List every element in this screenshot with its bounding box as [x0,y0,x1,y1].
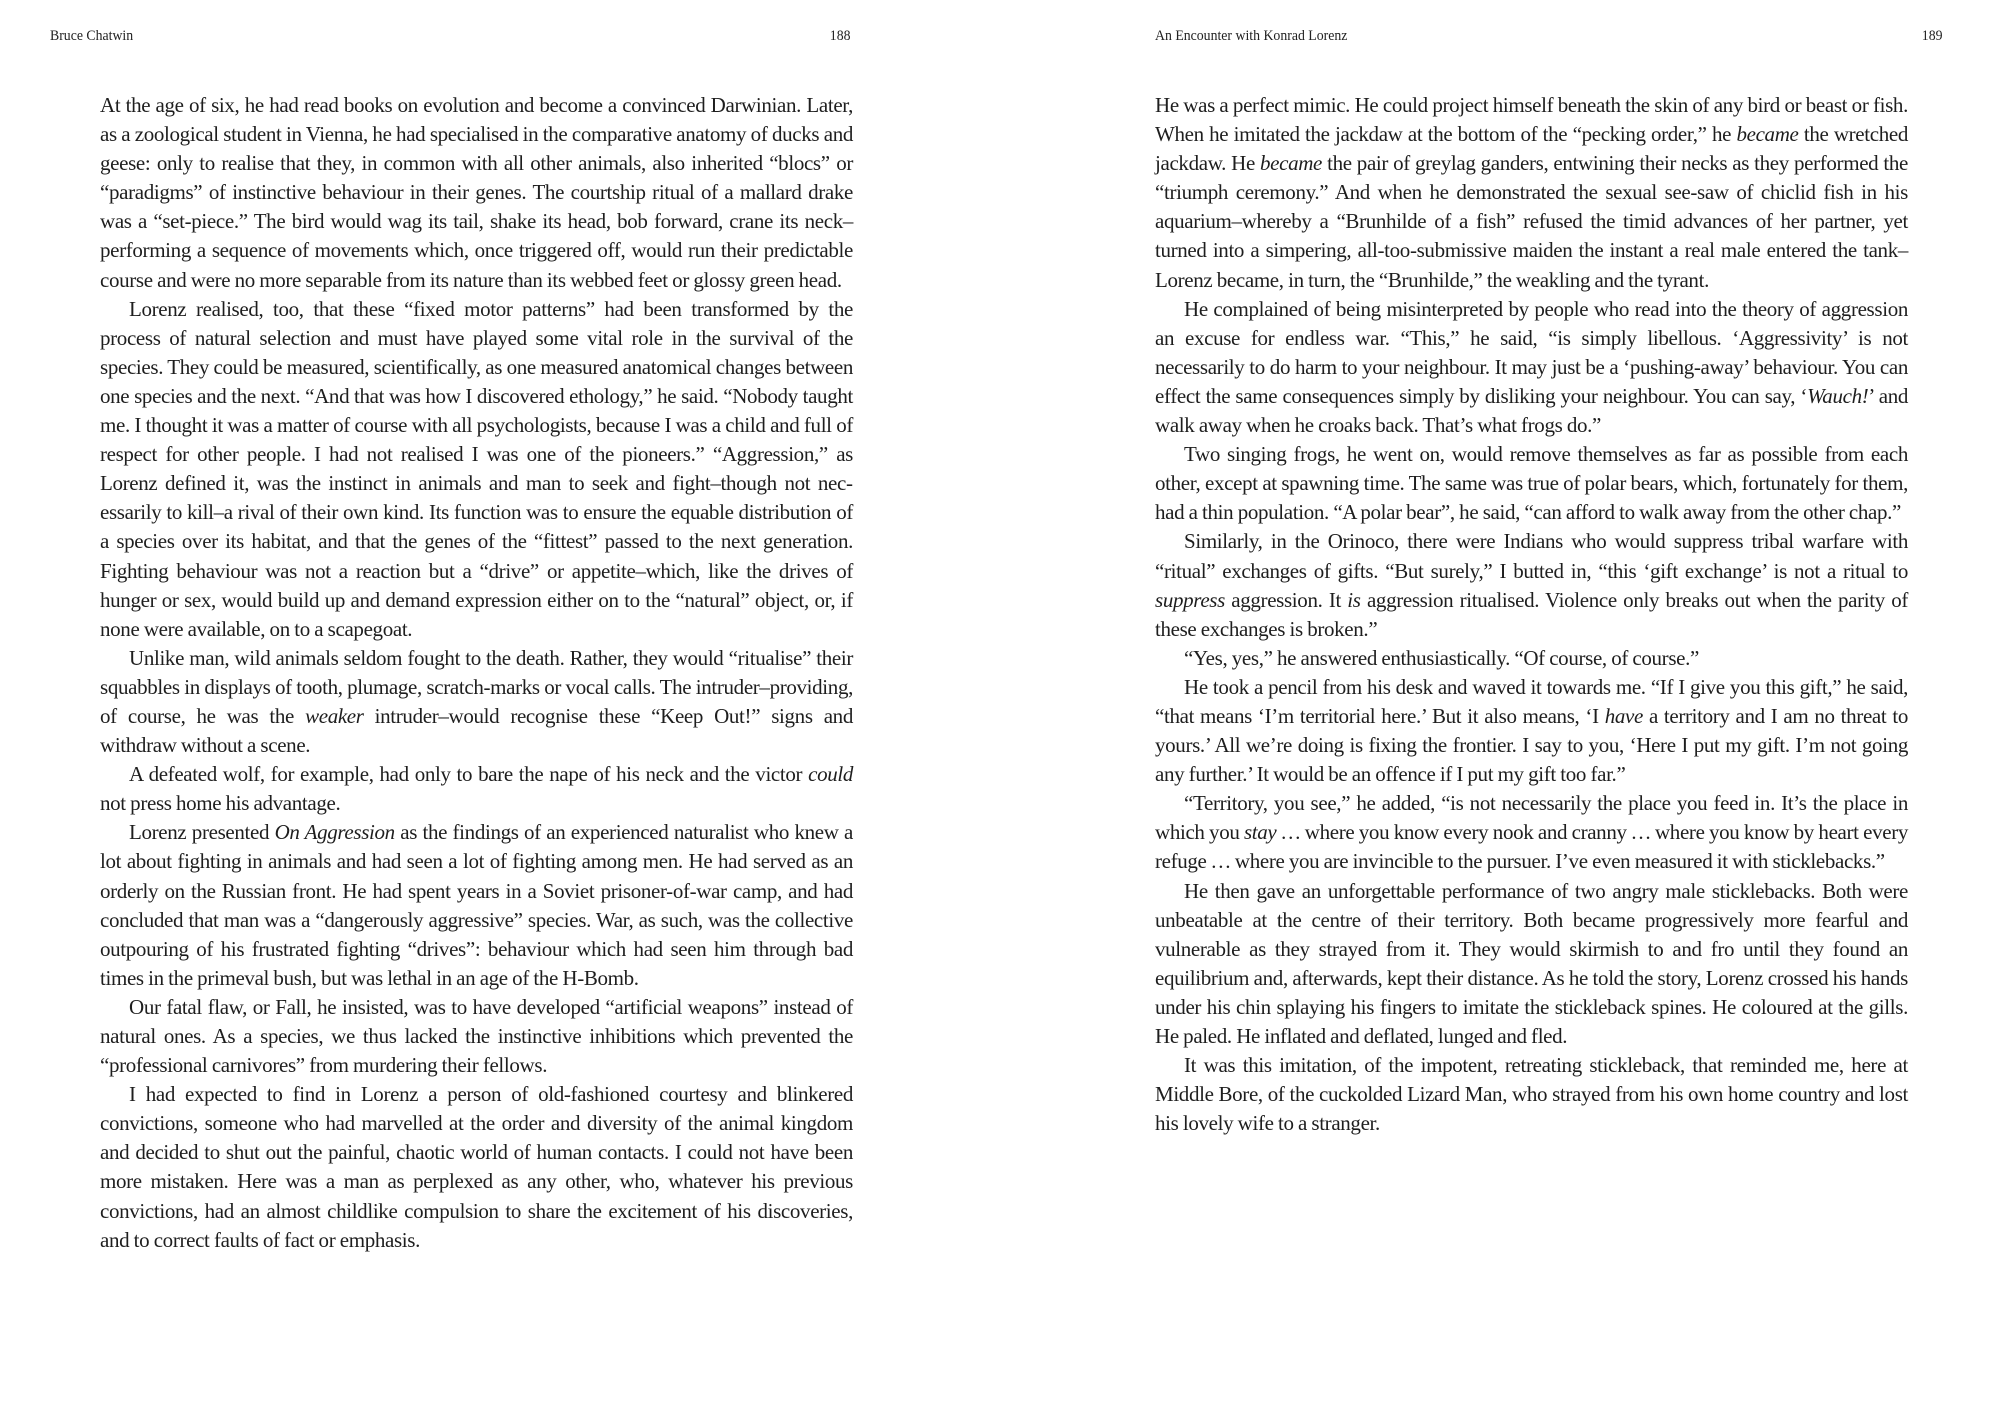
text-run: as the findings of an experienced naturalist who knew a lot about fighting in animals and had seen a lot of fighting among men. He had served as an orderly on the Russian front. He had spent years in a Soviet prisoner-of-war camp, and had concluded that man was a “dangerously aggressive” species. War, as such, was the collective outpouring of his frustrated fighting “drives”: behaviour which had seen him through bad times in the primeval bush, but was lethal in an age of the H-Bomb. [100,820,853,990]
body-paragraph [100,295,853,644]
body-paragraph [1155,789,1908,876]
text-run: the wretched jackdaw. He [1155,122,1908,176]
text-run: the pair of greylag ganders, entwining their necks as they performed the “triumph ceremony.” And when he demonstrated the sexual see-saw of chiclid fish in his aquarium–whereby a “Brunhilde of a fish” refused the timid advances of her partner, yet turned into a simpering, all-too-submissive maiden the instant a real male entered the tank–Lorenz became, in turn, the “Brunhilde,” the weakling and the tyrant. [1155,151,1908,292]
left-page-body [100,91,853,1255]
text-run: He then gave an unforgettable performance of two angry male sticklebacks. Both were unbeatable at the centre of their territory. Both became progressively more fearful and vulnerable as they strayed from it. They would skirmish to and fro until they found an equilibrium and, afterwards, kept their distance. As he told the story, Lorenz crossed his hands under his chin splaying his fingers to imitate the stickleback spines. He coloured at the gills. He paled. He inflated and deflated, lunged and fled. [1155,878,1908,1048]
body-paragraph [1155,295,1908,440]
italic-emphasis: Wauch! [1807,383,1869,408]
body-paragraph [1155,877,1908,1052]
body-paragraph [100,1080,853,1255]
body-paragraph [1155,527,1908,643]
body-paragraph [100,644,853,760]
text-run: He complained of being misinterpreted by people who read into the theory of aggression an excuse for endless war. “This,” he said, “is simply libellous. ‘Aggressivity’ is not necessarily to do harm to your neighbour. It may just be a ‘pushing-away’ behaviour. You can effect the same consequences simply by disliking your neighbour. You can say, ‘ [1155,296,1908,408]
text-run: He was a perfect mimic. He could project himself beneath the skin of any bird or beast or fish. When he imitated the jackdaw at the bottom of the “pecking order,” he [1155,93,1908,147]
body-paragraph [100,818,853,993]
text-run: “Territory, you see,” he added, “is not necessarily the place you feed in. It’s the place in which you [1155,791,1908,845]
text-run: not press home his advantage. [100,791,341,816]
text-run: intruder–would recognise these “Keep Out!” signs and withdraw without a scene. [100,703,853,758]
body-paragraph [1155,91,1908,295]
running-head-author: Bruce Chatwin [50,28,134,44]
text-run: Two singing frogs, he went on, would remove themselves as far as possible from each other, except at spawning time. The same was true of polar bears, which, fortunately for them, had a thin population. “A polar bear”, he said, “can afford to walk away from the other chap.” [1155,442,1908,525]
italic-emphasis: suppress [1155,587,1225,612]
text-run: aggression. It [1224,587,1348,612]
text-run: Lorenz presented [129,820,275,845]
text-run: … where you know every nook and cranny … where you know by heart every refuge … where you are invincible to the pursuer. I’ve even measured it with sticklebacks.” [1155,820,1909,874]
italic-emphasis: became [1260,151,1323,176]
text-run: He took a pencil from his desk and waved it towards me. “If I give you this gift,” he said, “that means ‘I’m territorial here.’ But it also means, ‘I [1155,674,1908,728]
body-paragraph [1155,644,1908,673]
page-number-left: 188 [829,28,851,44]
right-page [1000,0,2000,1411]
text-run: Lorenz realised, too, that these “fixed motor patterns” had been transformed by the process of natural selection and must have played some vital role in the survival of the species. They could be measured, scientifically, as one measured anatomical changes between one species and the next. “And that was how I discovered ethology,” he said. “Nobody taught me. I thought it was a matter of course with all psychologists, because I was a child and full of respect for other people. I had not realised I was one of the pioneers.” “Aggression,” as Lorenz defined it, was the instinct in animals and man to seek and fight–though not necessarily to kill–a rival of their own kind. Its function was to ensure the equable distribution of a species over its habitat, and that the genes of the “fittest” passed to the next generation. Fighting behaviour was not a reaction but a “drive” or appetite–which, like the drives of hunger or sex, would build up and demand expression either on to the “natural” object, or, if none were available, on to a scapegoat. [100,296,853,641]
text-run: Unlike man, wild animals seldom fought to the death. Rather, they would “ritualise” their squabbles in displays of tooth, plumage, scratch-marks or vocal calls. The intruder–providing, of course, he was the [100,645,853,728]
text-run: A defeated wolf, for example, had only to bare the nape of his neck and the victor [129,762,809,787]
italic-emphasis: became [1736,122,1799,147]
page-number-right: 189 [1921,28,1943,44]
italic-emphasis: have [1604,703,1643,728]
body-paragraph [100,91,853,295]
text-run: “Yes, yes,” he answered enthusiastically. “Of course, of course.” [1184,645,1699,670]
italic-emphasis: stay [1243,820,1277,845]
right-page-body [1155,91,1908,1138]
italic-emphasis: On Aggression [274,820,395,845]
italic-emphasis: weaker [305,703,364,728]
body-paragraph [1155,1051,1908,1138]
italic-emphasis: is [1347,587,1361,612]
body-paragraph [100,993,853,1080]
text-run: I had expected to find in Lorenz a person of old-fashioned courtesy and blinkered convictions, someone who had marvelled at the order and diversity of the animal kingdom and decided to shut out the painful, chaotic world of human contacts. I could not have been more mistaken. Here was a man as perplexed as any other, who, whatever his previous convictions, had an almost childlike compulsion to share the excitement of his discoveries, and to correct faults of fact or emphasis. [100,1082,853,1252]
text-run: Our fatal flaw, or Fall, he insisted, was to have developed “artificial weapons” instead of natural ones. As a species, we thus lacked the instinctive inhibitions which prevented the “professional carnivores” from murdering their fellows. [100,994,853,1078]
text-run: ’ and walk away when he croaks back. That’s what frogs do.” [1155,383,1908,438]
text-run: It was this imitation, of the impotent, retreating stickleback, that reminded me, here at Middle Bore, of the cuckolded Lizard Man, who strayed from his own home country and lost his lovely wife to a stranger. [1155,1053,1908,1136]
text-run: aggression ritualised. Violence only breaks out when the parity of these exchanges is broken.” [1155,587,1908,641]
text-run: At the age of six, he had read books on evolution and become a convinced Darwinian. Later, as a zoological student in Vienna, he had specialised in the comparative anatomy of ducks and geese: only to realise that they, in common with all other animals, also inherited “blocs” or “paradigms” of instinctive behaviour in their genes. The courtship ritual of a mallard drake was a “set-piece.” The bird would wag its tail, shake its head, bob forward, crane its neck–performing a sequence of movements which, once triggered off, would run their predictable course and were no more separable from its nature than its webbed feet or glossy green head. [100,93,853,292]
body-paragraph [1155,673,1908,789]
italic-emphasis: could [808,762,853,787]
body-paragraph [1155,440,1908,527]
running-head-chapter-title: An Encounter with Konrad Lorenz [1155,28,1348,44]
text-run: a territory and I am no threat to yours.’ All we’re doing is fixing the frontier. I say to you, ‘Here I put my gift. I’m not going any further.’ It would be an offence if I put my gift too far.” [1155,703,1908,787]
body-paragraph [100,760,853,818]
text-run: Similarly, in the Orinoco, there were Indians who would suppress tribal warfare with “ritual” exchanges of gifts. “But surely,” I butted in, “this ‘gift exchange’ is not a ritual to [1155,529,1908,583]
